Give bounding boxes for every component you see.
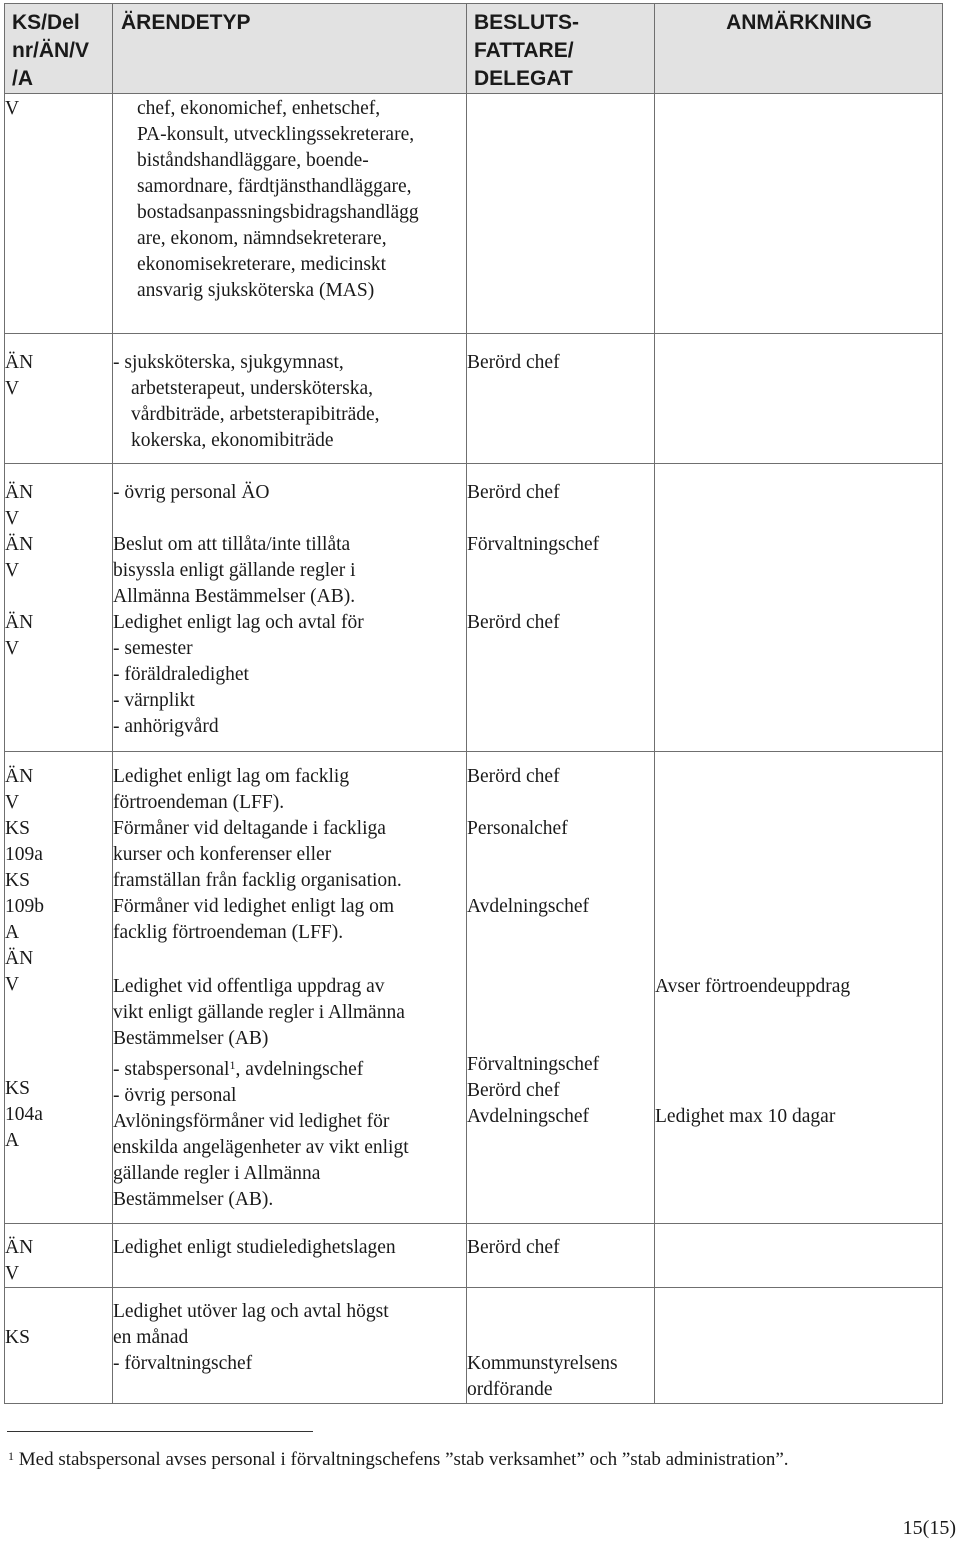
table-row — [5, 1224, 943, 1288]
type-cell: - sjuksköterska, sjukgymnast, arbetsterapeut, undersköterska, vårdbiträde, arbetsterapibiträde, kokerska, ekonomibiträde — [113, 334, 467, 464]
ref-cell: ÄN V — [5, 1224, 113, 1288]
decider-cell: Berörd chef — [467, 1224, 655, 1288]
table-row — [5, 752, 943, 1224]
type-cell: Ledighet enligt studieledighetslagen — [113, 1224, 467, 1288]
decider-cell: Kommunstyrelsens ordförande — [467, 1288, 655, 1404]
note-cell — [655, 94, 943, 334]
ref-cell: ÄN V KS 109a KS 109b A ÄN V KS 104a A — [5, 752, 113, 1224]
delegation-table — [4, 3, 943, 1404]
footnote-marker: 1 — [8, 1449, 14, 1463]
footnote-rule — [7, 1431, 313, 1432]
table-row — [5, 1288, 943, 1404]
header-decider: BESLUTS- FATTARE/ DELEGAT — [467, 4, 655, 94]
header-type: ÄRENDETYP — [113, 4, 467, 94]
header-note: ANMÄRKNING — [655, 4, 943, 94]
ref-cell: ÄN V — [5, 334, 113, 464]
decider-cell: Berörd chef — [467, 334, 655, 464]
decider-cell: Berörd chef Förvaltningschef Berörd chef — [467, 464, 655, 752]
decider-cell — [467, 94, 655, 334]
type-cell: Ledighet utöver lag och avtal högst en månad - förvaltningschef — [113, 1288, 467, 1404]
footnote-marker: 1 — [229, 1058, 236, 1072]
ref-cell: KS — [5, 1288, 113, 1404]
footnote-text: Med stabspersonal avses personal i förvaltningschefens ”stab verksamhet” och ”stab administration”. — [18, 1449, 789, 1470]
note-cell: Avser förtroendeuppdrag Ledighet max 10 dagar — [655, 752, 943, 1224]
header-ref: KS/Del nr/ÄN/V /A — [5, 4, 113, 94]
note-cell — [655, 464, 943, 752]
footnote — [8, 1443, 789, 1473]
note-cell — [655, 334, 943, 464]
header-row — [5, 4, 943, 94]
ref-cell: V — [5, 94, 113, 334]
table-row — [5, 94, 943, 334]
table-row — [5, 334, 943, 464]
type-cell: Ledighet enligt lag om facklig förtroendeman (LFF). Förmåner vid deltagande i fackliga kurser och konferenser eller framställan från facklig organisation. Förmåner vid ledighet enligt lag om facklig förtroendeman (LFF). Ledighet vid offentliga uppdrag av vikt enligt gällande regler i Allmänna Bestämmelser (AB) - stabspersonal$^1$, avdelningschef - övrig personal Avlöningsförmåner vid ledighet för enskilda angelägenheter av vikt enligt gällande regler i Allmänna Bestämmelser (AB). — [113, 752, 467, 1224]
decider-cell: Berörd chef Personalchef Avdelningschef Förvaltningschef Berörd chef Avdelningschef — [467, 752, 655, 1224]
type-cell: - övrig personal ÄO Beslut om att tillåta/inte tillåta bisyssla enligt gällande regler i Allmänna Bestämmelser (AB). Ledighet enligt lag och avtal för - semester - föräldraledighet - värnplikt - anhörigvård — [113, 464, 467, 752]
type-cell: chef, ekonomichef, enhetschef, PA-konsult, utvecklingssekreterare, biståndshandläggare, boende- samordnare, färdtjänsthandläggare, bostadsanpassningsbidragshandlägg are, ekonom, nämndsekreterare, ekonomisekreterare, medicinskt ansvarig sjuksköterska (MAS) — [113, 94, 467, 334]
table-row — [5, 464, 943, 752]
note-cell — [655, 1224, 943, 1288]
note-cell — [655, 1288, 943, 1404]
page-number: 15(15) — [902, 1517, 956, 1539]
ref-cell: ÄN V ÄN V ÄN V — [5, 464, 113, 752]
